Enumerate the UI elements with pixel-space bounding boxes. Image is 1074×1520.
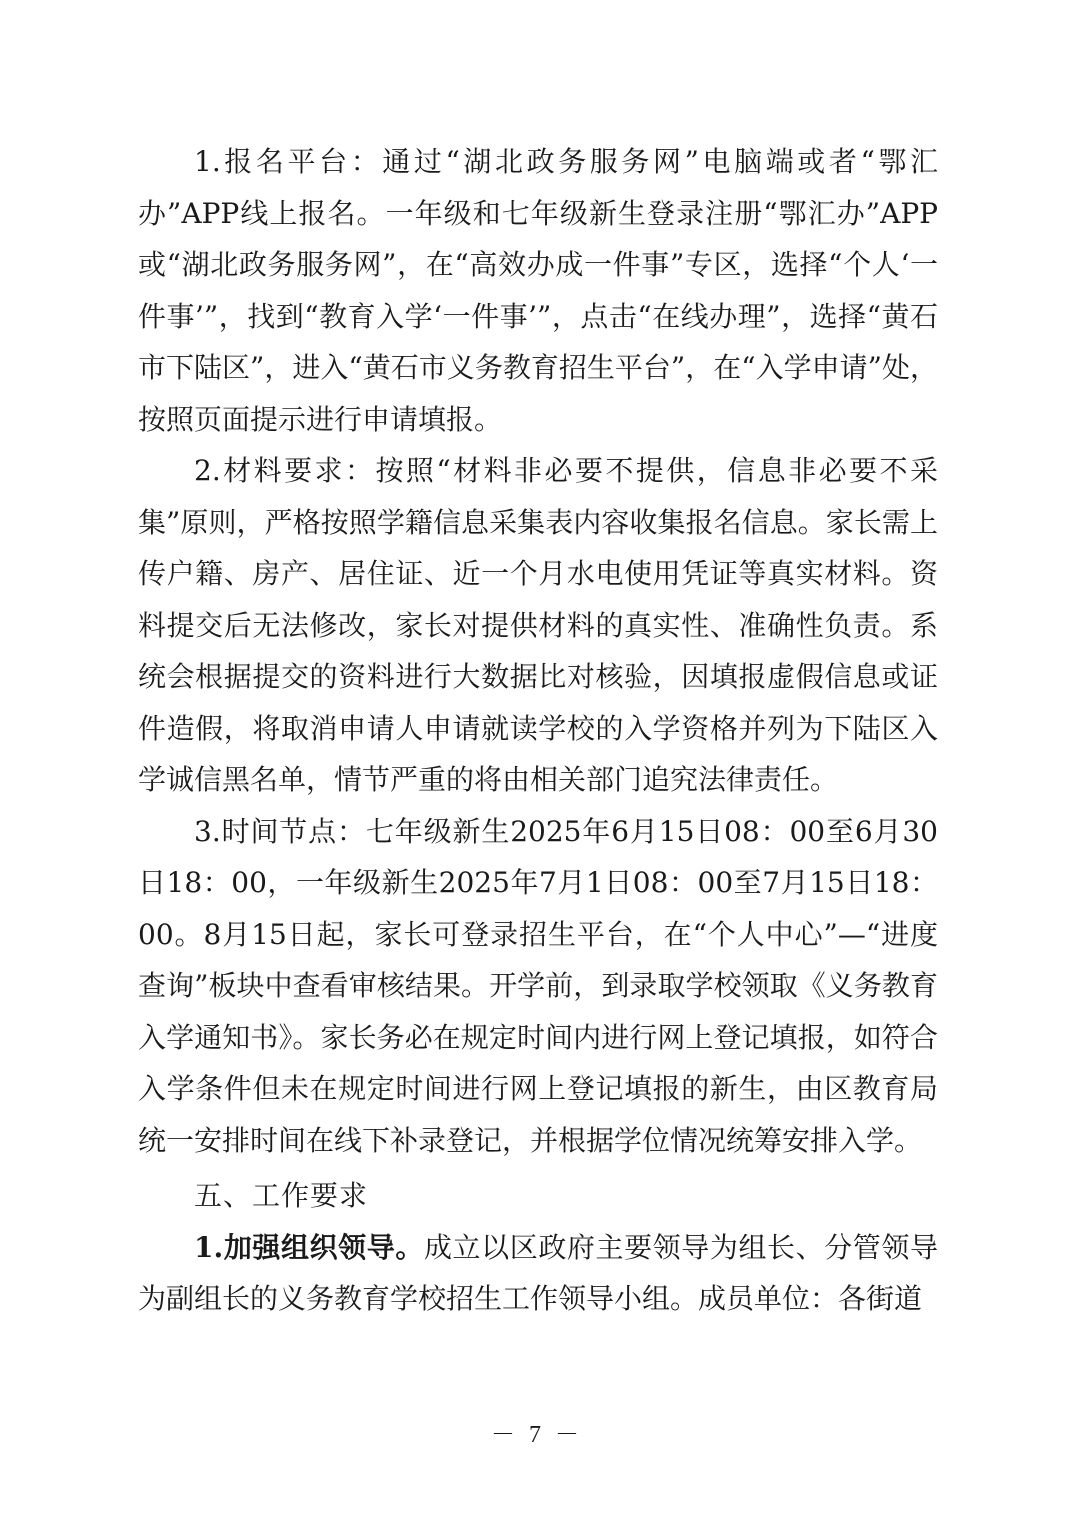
paragraph-organization-leadership xyxy=(138,1222,938,1325)
paragraph-lead: 1.加强组织领导。 xyxy=(194,1230,424,1264)
section-heading: 五、工作要求 xyxy=(194,1179,369,1212)
page-number: － 7 － xyxy=(491,1422,583,1448)
paragraph-registration-platform: 1.报名平台：通过“湖北政务服务网”电脑端或者“鄂汇办”APP线上报名。一年级和七年级新生登录注册“鄂汇办”APP或“湖北政务服务网”，在“高效办成一件事”专区，选择“个人‘一件事’”，找到“教育入学‘一件事’”，点击“在线办理”，选择“黄石市下陆区”，进入“黄石市义务教育招生平台”，在“入学申请”处，按照页面提示进行申请填报。 xyxy=(138,145,938,436)
body-text xyxy=(138,136,938,1325)
paragraph-time-nodes: 3.时间节点：七年级新生2025年6月15日08：00至6月30日18：00，一年级新生2025年7月1日08：00至7月15日18：00。8月15日起，家长可登录招生平台，在“个人中心”—“进度查询”板块中查看审核结果。开学前，到录取学校领取《义务教育入学通知书》。家长务必在规定时间内进行网上登记填报，如符合入学条件但未在规定时间进行网上登记填报的新生，由区教育局统一安排时间在线下补录登记，并根据学位情况统筹安排入学。 xyxy=(138,814,938,1157)
paragraph-material-requirements: 2.材料要求：按照“材料非必要不提供，信息非必要不采集”原则，严格按照学籍信息采集表内容收集报名信息。家长需上传户籍、房产、居住证、近一个月水电使用凭证等真实材料。资料提交后无法修改，家长对提供材料的真实性、准确性负责。系统会根据提交的资料进行大数据比对核验，因填报虚假信息或证件造假，将取消申请人申请就读学校的入学资格并列为下陆区入学诚信黑名单，情节严重的将由相关部门追究法律责任。 xyxy=(138,454,938,796)
paragraph-body: 成立以区政府主要领导为组长、分管领导为副组长的义务教育学校招生工作领导小组。成员单位：各街道 xyxy=(138,1230,938,1315)
